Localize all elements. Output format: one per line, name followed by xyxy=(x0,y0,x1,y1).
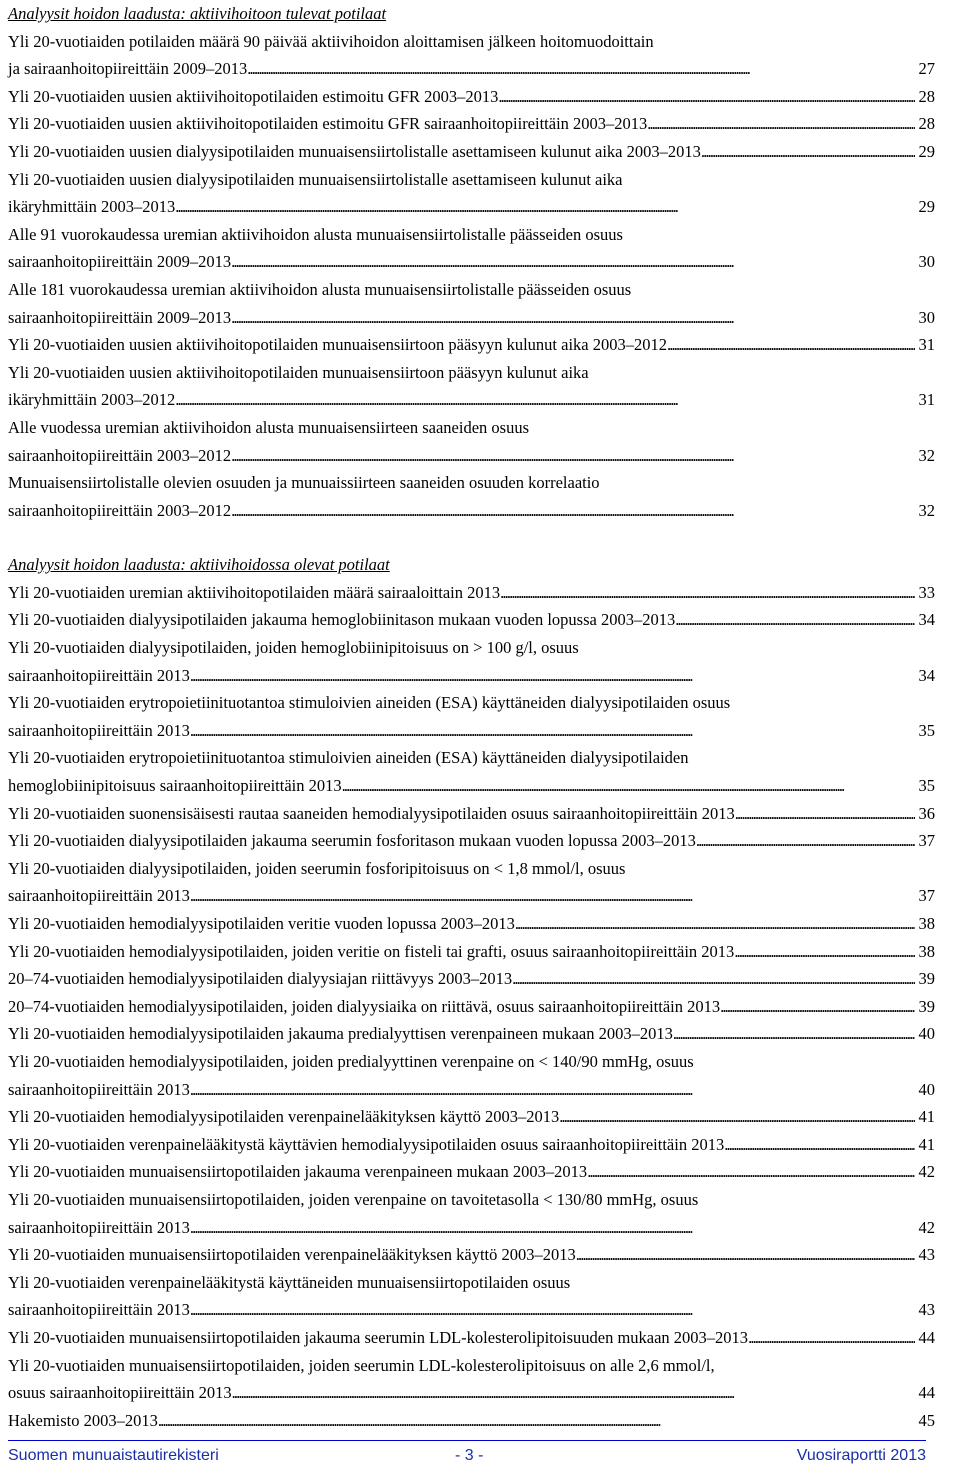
dot-leader xyxy=(647,110,914,138)
dot-leader xyxy=(175,193,914,221)
toc-entry-text: Yli 20-vuotiaiden uusien dialyysipotilaiden munuaisensiirtolistalle asettamiseen kulunut aika xyxy=(8,169,623,189)
dot-leader xyxy=(190,1296,915,1324)
toc-entry[interactable] xyxy=(8,469,935,524)
toc-entry[interactable] xyxy=(8,800,935,828)
toc-entry[interactable] xyxy=(8,1131,935,1159)
toc-entry-last-line xyxy=(8,606,935,634)
section-heading: Analyysit hoidon laadusta: aktiivihoitoon tulevat potilaat xyxy=(8,4,387,23)
toc-entry-text: Yli 20-vuotiaiden dialyysipotilaiden jakauma hemoglobiinitason mukaan vuoden lopussa 2003–2013 xyxy=(8,610,676,630)
toc-page-number: 41 xyxy=(918,1134,935,1154)
dot-leader xyxy=(498,83,914,111)
toc-entry-last-line xyxy=(8,110,935,138)
dot-leader xyxy=(734,938,914,966)
toc-entry-text: Yli 20-vuotiaiden munuaisensiirtopotilaiden jakauma verenpaineen mukaan 2003–2013 xyxy=(8,1162,588,1182)
dot-leader xyxy=(675,606,914,634)
toc-page-number: 41 xyxy=(918,1107,935,1127)
toc-entry-text: Yli 20-vuotiaiden munuaisensiirtopotilaiden jakauma seerumin LDL-kolesterolipitoisuuden mukaan 2003–2013 xyxy=(8,1327,749,1347)
dot-leader xyxy=(512,965,914,993)
toc-page-number: 28 xyxy=(918,86,935,106)
toc-entry-text: ikäryhmittäin 2003–2012 xyxy=(8,390,176,410)
toc-entry-last-line xyxy=(8,662,935,690)
toc-entry-last-line xyxy=(8,1324,935,1352)
toc-page-number: 27 xyxy=(918,59,935,79)
dot-leader xyxy=(500,579,914,607)
toc-entry-text: Alle vuodessa uremian aktiivihoidon alusta munuaisensiirteen saaneiden osuus xyxy=(8,417,530,437)
toc-entry-last-line xyxy=(8,882,935,910)
toc-entry-text: sairaanhoitopiireittäin 2009–2013 xyxy=(8,252,232,272)
toc-entry[interactable] xyxy=(8,1103,935,1131)
toc-entry-text: Yli 20-vuotiaiden dialyysipotilaiden, joiden seerumin fosforipitoisuus on < 1,8 mmol/l, osuus xyxy=(8,858,626,878)
toc-page-number: 44 xyxy=(918,1327,935,1347)
toc-entry[interactable] xyxy=(8,827,935,855)
toc-entry-last-line xyxy=(8,772,935,800)
toc-entry[interactable] xyxy=(8,414,935,469)
footer-page-number: - 3 - xyxy=(455,1447,484,1464)
toc-entry-last-line xyxy=(8,83,935,111)
toc-entry[interactable] xyxy=(8,1241,935,1269)
toc-entry-text: sairaanhoitopiireittäin 2003–2012 xyxy=(8,500,232,520)
toc-page-number: 39 xyxy=(918,969,935,989)
dot-leader xyxy=(158,1407,915,1435)
toc-entry-text: Yli 20-vuotiaiden suonensisäisesti rautaa saaneiden hemodialyysipotilaiden osuus sairaanhoitopiireittäin 2013 xyxy=(8,803,735,823)
toc-entry[interactable] xyxy=(8,166,935,221)
toc-entry-last-line xyxy=(8,1296,935,1324)
toc-entry-last-line xyxy=(8,579,935,607)
dot-leader xyxy=(559,1103,914,1131)
toc-page-number: 40 xyxy=(918,1079,935,1099)
dot-leader xyxy=(190,1214,915,1242)
toc-entry-text: 20–74-vuotiaiden hemodialyysipotilaiden dialyysiajan riittävyys 2003–2013 xyxy=(8,969,513,989)
dot-leader xyxy=(342,772,915,800)
dot-leader xyxy=(247,55,914,83)
page-footer xyxy=(8,1440,926,1465)
toc-entry[interactable] xyxy=(8,855,935,910)
toc-page-number: 44 xyxy=(918,1383,935,1403)
toc-entry-text: Hakemisto 2003–2013 xyxy=(8,1410,158,1430)
toc-entry[interactable] xyxy=(8,1407,935,1435)
toc-entry-text: Alle 91 vuorokaudessa uremian aktiivihoidon alusta munuaisensiirtolistalle päässeiden osuus xyxy=(8,224,623,244)
toc-entry-last-line xyxy=(8,993,935,1021)
dot-leader xyxy=(190,882,915,910)
toc-entry-text: Yli 20-vuotiaiden uusien aktiivihoitopotilaiden estimoitu GFR 2003–2013 xyxy=(8,86,499,106)
toc-page-number: 29 xyxy=(918,197,935,217)
toc-entry[interactable] xyxy=(8,744,935,799)
toc-entry-text: Yli 20-vuotiaiden hemodialyysipotilaiden, joiden veritie on fisteli tai grafti, osuus sairaanhoitopiireittäin 2013 xyxy=(8,941,735,961)
table-of-contents xyxy=(8,0,935,1434)
toc-entry-text: Munuaisensiirtolistalle olevien osuuden ja munuaissiirteen saaneiden osuuden korrelaatio xyxy=(8,473,600,493)
toc-entry-text: Yli 20-vuotiaiden uusien dialyysipotilaiden munuaisensiirtolistalle asettamiseen kulunut aika 2003–2013 xyxy=(8,141,701,161)
toc-entry-text: Yli 20-vuotiaiden munuaisensiirtopotilaiden, joiden verenpaine on tavoitetasolla < 130/80 mmHg, osuus xyxy=(8,1189,699,1209)
toc-entry[interactable] xyxy=(8,579,935,607)
footer-registry-name: Suomen munuaistautirekisteri xyxy=(8,1447,219,1464)
toc-page-number: 28 xyxy=(918,114,935,134)
toc-entry-text: sairaanhoitopiireittäin 2009–2013 xyxy=(8,307,232,327)
toc-entry[interactable] xyxy=(8,221,935,276)
toc-page-number: 32 xyxy=(918,445,935,465)
toc-page-number: 42 xyxy=(918,1162,935,1182)
toc-page-number: 34 xyxy=(918,610,935,630)
toc-entry[interactable] xyxy=(8,1186,935,1241)
toc-entry-text: Yli 20-vuotiaiden uusien aktiivihoitopotilaiden estimoitu GFR sairaanhoitopiireittäin 2003–2013 xyxy=(8,114,648,134)
section-heading: Analyysit hoidon laadusta: aktiivihoidossa olevat potilaat xyxy=(8,555,390,575)
toc-page-number: 39 xyxy=(918,996,935,1016)
dot-leader xyxy=(667,331,915,359)
toc-entry-last-line xyxy=(8,717,935,745)
toc-entry-last-line xyxy=(8,1103,935,1131)
toc-entry-text: Yli 20-vuotiaiden hemodialyysipotilaiden veritie vuoden lopussa 2003–2013 xyxy=(8,914,515,933)
toc-page-number: 37 xyxy=(918,886,935,906)
toc-entry-last-line xyxy=(8,1241,935,1269)
dot-leader xyxy=(720,993,914,1021)
toc-entry-text: sairaanhoitopiireittäin 2013 xyxy=(8,1300,190,1320)
toc-entry-text: ikäryhmittäin 2003–2013 xyxy=(8,197,176,217)
dot-leader xyxy=(673,1020,915,1048)
toc-entry-text: Yli 20-vuotiaiden potilaiden määrä 90 päivää aktiivihoidon aloittamisen jälkeen hoitomuodoittain xyxy=(8,31,654,51)
toc-entry-text: sairaanhoitopiireittäin 2013 xyxy=(8,886,190,906)
toc-entry-last-line xyxy=(8,1158,935,1186)
toc-page-number: 35 xyxy=(918,720,935,740)
toc-entry[interactable] xyxy=(8,1324,935,1352)
toc-entry-text: sairaanhoitopiireittäin 2013 xyxy=(8,1217,190,1237)
toc-entry[interactable] xyxy=(8,689,935,744)
toc-entry-last-line xyxy=(8,442,935,470)
toc-page xyxy=(8,0,935,1434)
toc-entry-last-line xyxy=(8,1020,935,1048)
toc-page-number: 40 xyxy=(918,1024,935,1044)
dot-leader xyxy=(587,1158,914,1186)
toc-entry[interactable] xyxy=(8,83,935,111)
toc-entry[interactable] xyxy=(8,276,935,331)
toc-entry[interactable] xyxy=(8,1269,935,1324)
toc-entry[interactable] xyxy=(8,1158,935,1186)
toc-entry[interactable] xyxy=(8,331,935,359)
toc-entry-last-line xyxy=(8,910,935,938)
toc-entry-last-line xyxy=(8,800,935,828)
toc-entry[interactable] xyxy=(8,634,935,689)
toc-page-number: 37 xyxy=(918,831,935,851)
toc-entry-last-line xyxy=(8,248,935,276)
toc-page-number: 31 xyxy=(918,335,935,355)
toc-entry-last-line xyxy=(8,1131,935,1159)
toc-entry-text: sairaanhoitopiireittäin 2003–2012 xyxy=(8,445,232,465)
toc-page-number: 32 xyxy=(918,500,935,520)
toc-entry[interactable] xyxy=(8,910,935,938)
dot-leader xyxy=(190,1076,915,1104)
toc-entry-last-line xyxy=(8,938,935,966)
toc-entry-text: 20–74-vuotiaiden hemodialyysipotilaiden, joiden dialyysiaika on riittävä, osuus sairaanhoitopiireittäin 2013 xyxy=(8,996,721,1016)
toc-page-number: 30 xyxy=(918,252,935,272)
toc-entry-last-line xyxy=(8,827,935,855)
toc-entry-text: Yli 20-vuotiaiden erytropoietiinituotantoa stimuloivien aineiden (ESA) käyttäneiden dialyysipotilaiden xyxy=(8,748,689,768)
toc-entry-text: sairaanhoitopiireittäin 2013 xyxy=(8,720,190,740)
dot-leader xyxy=(232,1379,915,1407)
dot-leader xyxy=(735,800,915,828)
toc-entry-last-line xyxy=(8,1076,935,1104)
toc-entry[interactable] xyxy=(8,1352,935,1407)
toc-entry-last-line xyxy=(8,138,935,166)
toc-page-number: 30 xyxy=(918,307,935,327)
toc-entry-last-line xyxy=(8,1407,935,1435)
toc-page-number: 34 xyxy=(918,665,935,685)
toc-page-number: 31 xyxy=(918,390,935,410)
toc-page-number: 42 xyxy=(918,1217,935,1237)
dot-leader xyxy=(724,1131,914,1159)
toc-entry[interactable] xyxy=(8,965,935,993)
toc-entry-text: sairaanhoitopiireittäin 2013 xyxy=(8,1079,190,1099)
dot-leader xyxy=(175,386,914,414)
toc-entry-text: Yli 20-vuotiaiden munuaisensiirtopotilaiden, joiden seerumin LDL-kolesterolipitoisuus on alle 2,6 mmol/l, xyxy=(8,1355,715,1375)
toc-entry-text: osuus sairaanhoitopiireittäin 2013 xyxy=(8,1383,232,1403)
toc-page-number: 45 xyxy=(918,1410,935,1430)
toc-entry-text: Yli 20-vuotiaiden hemodialyysipotilaiden, joiden predialyyttinen verenpaine on < 140/90 mmHg, osuus xyxy=(8,1051,694,1071)
toc-entry-text: Yli 20-vuotiaiden dialyysipotilaiden jakauma seerumin fosforitason mukaan vuoden lopussa 2003–2013 xyxy=(8,831,696,851)
toc-page-number: 38 xyxy=(918,914,935,933)
toc-entry-text: Yli 20-vuotiaiden hemodialyysipotilaiden verenpainelääkityksen käyttö 2003–2013 xyxy=(8,1107,560,1127)
dot-leader xyxy=(190,662,915,690)
toc-entry-text: Yli 20-vuotiaiden uusien aktiivihoitopotilaiden munuaisensiirtoon pääsyyn kulunut aika xyxy=(8,362,589,382)
toc-entry-last-line xyxy=(8,386,935,414)
toc-entry-text: ja sairaanhoitopiireittäin 2009–2013 xyxy=(8,59,248,79)
toc-entry-last-line xyxy=(8,965,935,993)
toc-entry-last-line xyxy=(8,1214,935,1242)
dot-leader xyxy=(515,910,915,938)
toc-entry-text: Yli 20-vuotiaiden verenpainelääkitystä käyttäneiden munuaisensiirtopotilaiden osuus xyxy=(8,1272,571,1292)
toc-entry-last-line xyxy=(8,304,935,332)
dot-leader xyxy=(231,497,914,525)
toc-entry-text: Yli 20-vuotiaiden erytropoietiinituotantoa stimuloivien aineiden (ESA) käyttäneiden dialyysipotilaiden osuus xyxy=(8,693,731,713)
toc-entry-text: Yli 20-vuotiaiden munuaisensiirtopotilaiden verenpainelääkityksen käyttö 2003–2013 xyxy=(8,1245,576,1265)
toc-page-number: 33 xyxy=(918,582,935,602)
toc-entry-last-line xyxy=(8,1379,935,1407)
toc-page-number: 43 xyxy=(918,1245,935,1265)
dot-leader xyxy=(190,717,915,745)
dot-leader xyxy=(696,827,915,855)
toc-entry-text: sairaanhoitopiireittäin 2013 xyxy=(8,665,190,685)
toc-entry[interactable] xyxy=(8,138,935,166)
toc-entry-text: Alle 181 vuorokaudessa uremian aktiivihoidon alusta munuaisensiirtolistalle päässeiden osuus xyxy=(8,279,632,299)
toc-entry-last-line xyxy=(8,193,935,221)
toc-entry-text: Yli 20-vuotiaiden verenpainelääkitystä käyttävien hemodialyysipotilaiden osuus sairaanhoitopiireittäin 2013 xyxy=(8,1134,725,1154)
toc-page-number: 35 xyxy=(918,776,935,796)
toc-entry-text: Yli 20-vuotiaiden uusien aktiivihoitopotilaiden munuaisensiirtoon pääsyyn kulunut aika 2003–2012 xyxy=(8,335,667,355)
dot-leader xyxy=(701,138,915,166)
footer-report-title: Vuosiraportti 2013 xyxy=(796,1447,926,1464)
toc-entry[interactable] xyxy=(8,1048,935,1103)
dot-leader xyxy=(231,248,914,276)
toc-page-number: 36 xyxy=(918,803,935,823)
toc-entry[interactable] xyxy=(8,938,935,966)
toc-entry-text: hemoglobiinipitoisuus sairaanhoitopiireittäin 2013 xyxy=(8,776,342,796)
dot-leader xyxy=(231,304,914,332)
toc-entry-text: Yli 20-vuotiaiden dialyysipotilaiden, joiden hemoglobiinipitoisuus on > 100 g/l, osuus xyxy=(8,638,579,658)
toc-entry-text: Yli 20-vuotiaiden uremian aktiivihoitopotilaiden määrä sairaaloittain 2013 xyxy=(8,582,501,602)
toc-entry-last-line xyxy=(8,55,935,83)
toc-entry-last-line xyxy=(8,331,935,359)
toc-entry[interactable] xyxy=(8,110,935,138)
toc-entry-text: Yli 20-vuotiaiden hemodialyysipotilaiden jakauma predialyyttisen verenpaineen mukaan 2003–2013 xyxy=(8,1024,673,1044)
toc-entry-last-line xyxy=(8,497,935,525)
toc-entry[interactable] xyxy=(8,606,935,634)
dot-leader xyxy=(576,1241,915,1269)
toc-page-number: 43 xyxy=(918,1300,935,1320)
dot-leader xyxy=(748,1324,914,1352)
toc-page-number: 29 xyxy=(918,141,935,161)
toc-page-number: 38 xyxy=(918,941,935,961)
dot-leader xyxy=(231,442,914,470)
toc-entry[interactable] xyxy=(8,359,935,414)
toc-entry[interactable] xyxy=(8,993,935,1021)
toc-entry[interactable] xyxy=(8,28,935,83)
toc-entry[interactable] xyxy=(8,1020,935,1048)
